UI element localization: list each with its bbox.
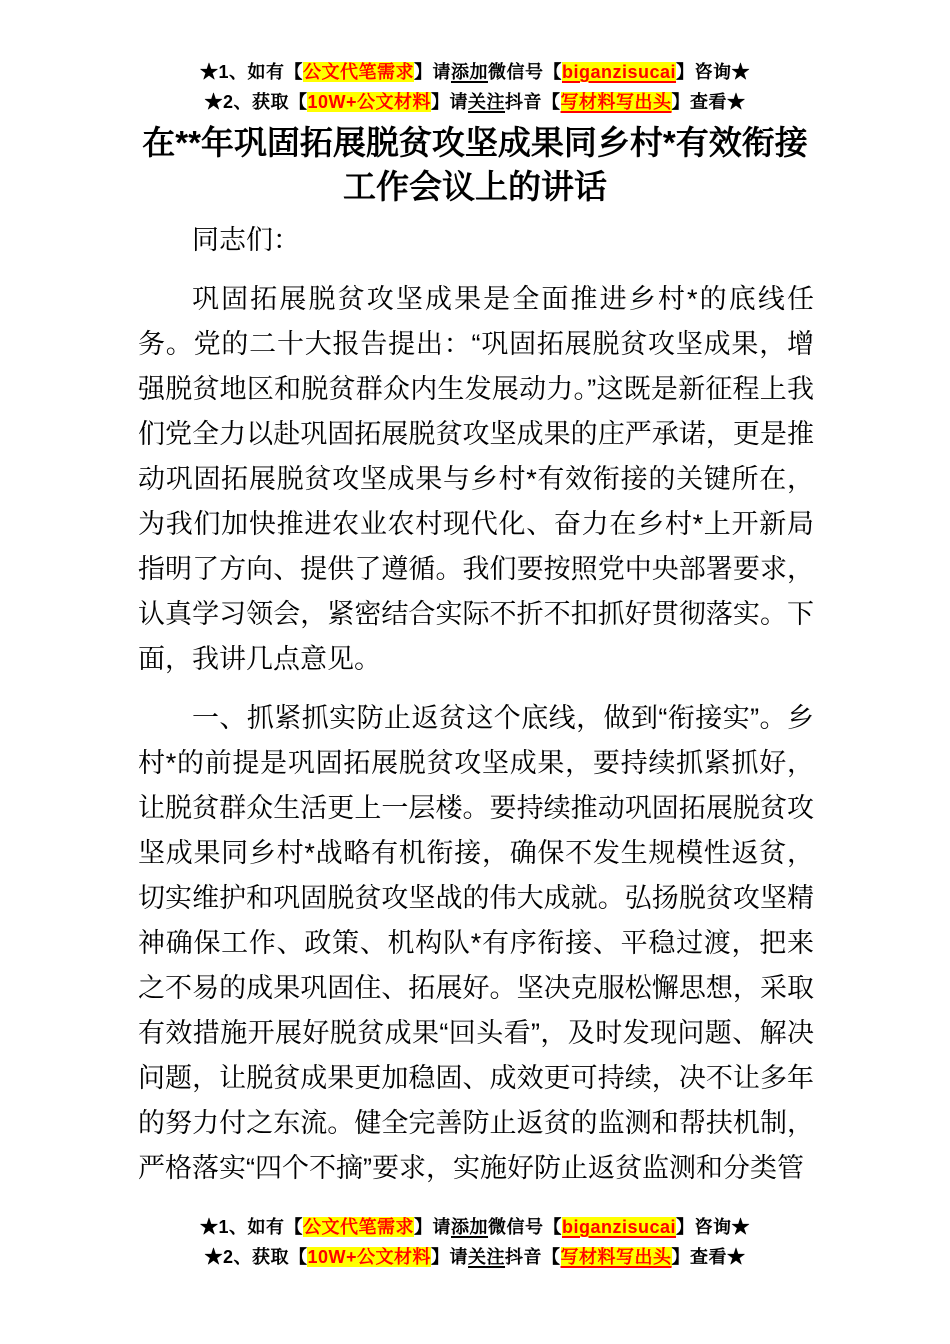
promo-segment: ★1、如有【 — [199, 62, 303, 82]
promo-segment: 写材料写出头 — [560, 92, 672, 112]
promo-segment: 】请 — [413, 62, 451, 82]
promo-segment: 】请 — [431, 1247, 469, 1267]
promo-segment: 】请 — [413, 1217, 451, 1237]
promo-segment: biganzisucai — [561, 1217, 677, 1237]
promo-segment: 10W+公文材料 — [307, 1247, 432, 1267]
body-paragraph: 一、抓紧抓实防止返贫这个底线，做到“衔接实”。乡村*的前提是巩固拓展脱贫攻坚成果，要持续抓紧抓好，让脱贫群众生活更上一层楼。要持续推动巩固拓展脱贫攻坚成果同乡村*战略有机衔接，确保不发生规模性返贫，切实维护和巩固脱贫攻坚战的伟大成就。弘扬脱贫攻坚精神确保工作、政策、机构队*有序衔接、平稳过渡，把来之不易的成果巩固住、拓展好。坚决克服松懈思想，采取有效措施开展好脱贫成果“回头看”，及时发现问题、解决问题，让脱贫成果更加稳固、成效更可持续，决不让多年的努力付之东流。健全完善防止返贫的监测和帮扶机制，严格落实“四个不摘”要求，实施好防止返贫监测和分类管 — [138, 703, 814, 1183]
promo-line — [0, 1212, 950, 1242]
promo-segment: 】咨询★ — [676, 62, 751, 82]
promo-segment: 写材料写出头 — [560, 1247, 672, 1267]
promo-segment: 添加 — [450, 62, 488, 82]
promo-segment: 】查看★ — [671, 92, 746, 112]
promo-footer — [0, 1212, 950, 1272]
promo-segment: ★1、如有【 — [199, 1217, 303, 1237]
promo-header — [0, 57, 950, 117]
promo-segment: 添加 — [450, 1217, 488, 1237]
promo-segment: ★2、获取【 — [204, 92, 308, 112]
document-body — [138, 218, 814, 1191]
promo-segment: 微信号【 — [487, 62, 562, 82]
promo-segment: 】查看★ — [671, 1247, 746, 1267]
promo-segment: 】请 — [431, 92, 469, 112]
document-title: 在**年巩固拓展脱贫攻坚成果同乡村*有效衔接工作会议上的讲话 — [142, 124, 808, 205]
promo-line — [0, 1242, 950, 1272]
paragraph-container — [138, 277, 814, 1191]
salutation: 同志们： — [192, 225, 300, 255]
promo-line — [0, 57, 950, 87]
promo-segment: 】咨询★ — [676, 1217, 751, 1237]
promo-segment: biganzisucai — [561, 62, 677, 82]
body-paragraph: 巩固拓展脱贫攻坚成果是全面推进乡村*的底线任务。党的二十大报告提出：“巩固拓展脱贫攻坚成果，增强脱贫地区和脱贫群众内生发展动力。”这既是新征程上我们党全力以赴巩固拓展脱贫攻坚成果的庄严承诺，更是推动巩固拓展脱贫攻坚成果与乡村*有效衔接的关键所在，为我们加快推进农业农村现代化、奋力在乡村*上开新局指明了方向、提供了遵循。我们要按照党中央部署要求，认真学习领会，紧密结合实际不折不扣抓好贯彻落实。下面，我讲几点意见。 — [138, 284, 814, 674]
promo-line — [0, 87, 950, 117]
promo-segment: 微信号【 — [487, 1217, 562, 1237]
promo-segment: 抖音【 — [505, 92, 561, 112]
promo-segment: 公文代笔需求 — [302, 1217, 414, 1237]
promo-segment: 公文代笔需求 — [302, 62, 414, 82]
promo-segment: 10W+公文材料 — [307, 92, 432, 112]
promo-segment: 关注 — [468, 92, 506, 112]
promo-segment: 关注 — [468, 1247, 506, 1267]
promo-segment: 抖音【 — [505, 1247, 561, 1267]
promo-segment: ★2、获取【 — [204, 1247, 308, 1267]
